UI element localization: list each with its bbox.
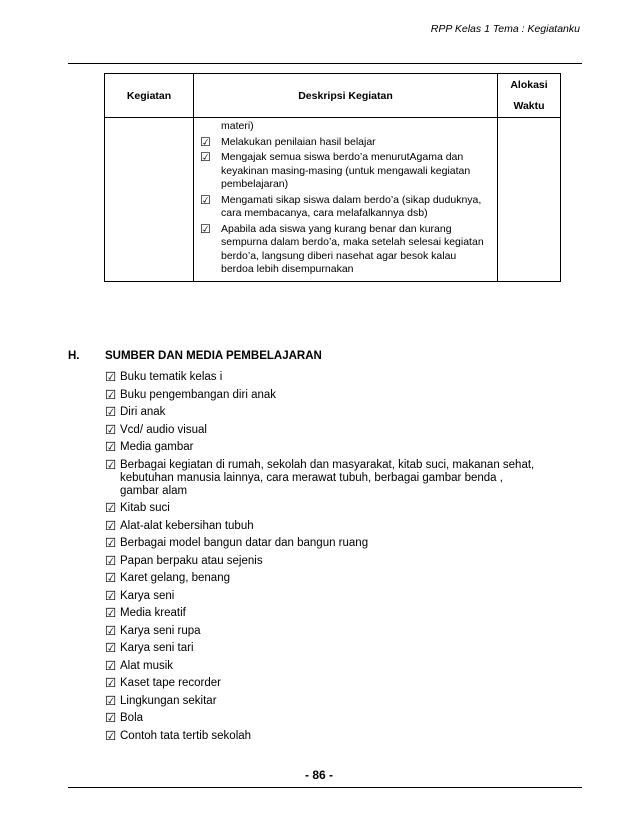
list-item	[105, 625, 545, 638]
item-text: Berbagai model bangun datar dan bangun ruang	[120, 537, 369, 549]
list-item	[200, 151, 491, 192]
list-item	[105, 677, 545, 690]
checked-box-icon: ☑	[105, 387, 117, 402]
section-heading	[68, 350, 322, 362]
checked-box-icon: ☑	[200, 150, 211, 164]
item-text: Apabila ada siswa yang kurang benar dan kurang sempurna dalam berdo’a, maka setelah selesai kegiatan berdo’a, langsung diberi nasehat agar besok kalau berdoa lebih disempurnakan	[221, 222, 484, 275]
list-item	[105, 520, 545, 533]
item-text: Bola	[120, 712, 144, 724]
checked-box-icon: ☑	[105, 693, 117, 708]
checked-box-icon: ☑	[105, 405, 117, 419]
item-text: Lingkungan sekitar	[120, 694, 217, 707]
cell-alokasi	[498, 118, 561, 282]
item-text: Alat musik	[120, 659, 174, 672]
checked-box-icon: ☑	[105, 588, 117, 603]
list-item	[105, 590, 545, 603]
item-text: Karet gelang, benang	[120, 572, 230, 584]
list-item	[105, 660, 545, 673]
table-row	[105, 118, 561, 282]
cell-kegiatan	[105, 118, 194, 282]
list-item	[200, 223, 491, 277]
checked-box-icon: ☑	[105, 623, 117, 638]
item-text: Media gambar	[120, 441, 194, 453]
item-text: Alat-alat kebersihan tubuh	[120, 519, 254, 532]
item-text: Papan berpaku atau sejenis	[120, 554, 263, 567]
list-item	[105, 607, 545, 620]
item-text: Vcd/ audio visual	[120, 423, 207, 436]
running-header: RPP Kelas 1 Tema : Kegiatanku	[430, 23, 580, 35]
checked-box-icon: ☑	[105, 641, 117, 655]
item-text: Karya seni rupa	[120, 624, 201, 637]
activity-table	[104, 73, 561, 282]
list-item	[105, 555, 545, 568]
checked-box-icon: ☑	[105, 518, 117, 533]
item-text: Karya seni	[120, 589, 175, 602]
item-text: Karya seni tari	[120, 642, 194, 654]
list-item	[105, 695, 545, 708]
checked-box-icon: ☑	[105, 553, 117, 568]
checked-box-icon: ☑	[105, 422, 117, 437]
checked-box-icon: ☑	[105, 440, 117, 454]
col-alokasi-line1: Alokasi	[510, 78, 548, 91]
checked-box-icon: ☑	[105, 728, 117, 743]
list-item	[105, 572, 545, 585]
item-text: Mengajak semua siswa berdo’a menurutAgama dan keyakinan masing-masing (untuk mengawali kegiatan pembelajaran)	[221, 151, 471, 190]
list-item	[200, 194, 491, 221]
item-text: Media kreatif	[120, 607, 186, 619]
item-text: Berbagai kegiatan di rumah, sekolah dan masyarakat, kitab suci, makanan sehat, kebutuhan manusia lainnya, cara merawat tubuh, berbagai gambar benda , gambar alam	[120, 458, 535, 497]
checked-box-icon: ☑	[105, 501, 117, 515]
list-item	[105, 371, 545, 384]
col-kegiatan-header: Kegiatan	[105, 74, 194, 118]
continuation-text: materi)	[221, 120, 254, 132]
item-text: Kaset tape recorder	[120, 677, 222, 689]
col-alokasi-line2: Waktu	[513, 99, 545, 112]
checked-box-icon: ☑	[105, 457, 117, 472]
list-item	[105, 406, 545, 419]
list-item	[105, 537, 545, 550]
page-number: - 86 -	[304, 768, 333, 782]
cell-deskripsi	[194, 118, 498, 282]
checked-box-icon: ☑	[105, 658, 117, 673]
checked-box-icon: ☑	[105, 571, 117, 585]
list-item	[105, 389, 545, 402]
item-text: Diri anak	[120, 406, 166, 418]
list-item	[105, 424, 545, 437]
list-item	[105, 712, 545, 725]
list-item	[105, 730, 545, 743]
col-deskripsi-header: Deskripsi Kegiatan	[194, 74, 498, 118]
footer-divider	[68, 787, 582, 788]
list-item	[105, 441, 545, 454]
item-text: Mengamati sikap siswa dalam berdo’a (sikap duduknya, cara membacanya, cara melafalkannya dsb)	[221, 193, 482, 219]
list-item	[105, 459, 545, 498]
item-text: Melakukan penilaian hasil belajar	[221, 135, 376, 148]
col-alokasi-header	[498, 74, 561, 118]
item-text: Buku tematik kelas i	[120, 371, 223, 383]
list-item	[105, 642, 545, 655]
item-text: Contoh tata tertib sekolah	[120, 729, 252, 742]
item-text: Kitab suci	[120, 502, 170, 514]
resources-list	[105, 371, 545, 747]
checked-box-icon: ☑	[105, 536, 117, 550]
item-text: Buku pengembangan diri anak	[120, 388, 277, 401]
checked-box-icon: ☑	[200, 221, 211, 236]
checked-box-icon: ☑	[105, 370, 117, 384]
list-item	[200, 136, 491, 150]
section-title: SUMBER DAN MEDIA PEMBELAJARAN	[105, 350, 322, 362]
table-header-row	[105, 74, 561, 118]
checked-box-icon: ☑	[105, 711, 117, 725]
checked-box-icon: ☑	[105, 676, 117, 690]
checked-box-icon: ☑	[105, 606, 117, 620]
header-divider	[68, 63, 582, 64]
section-number: H.	[68, 350, 80, 362]
checked-box-icon: ☑	[200, 192, 211, 207]
list-item	[105, 502, 545, 515]
checked-box-icon: ☑	[200, 134, 211, 149]
